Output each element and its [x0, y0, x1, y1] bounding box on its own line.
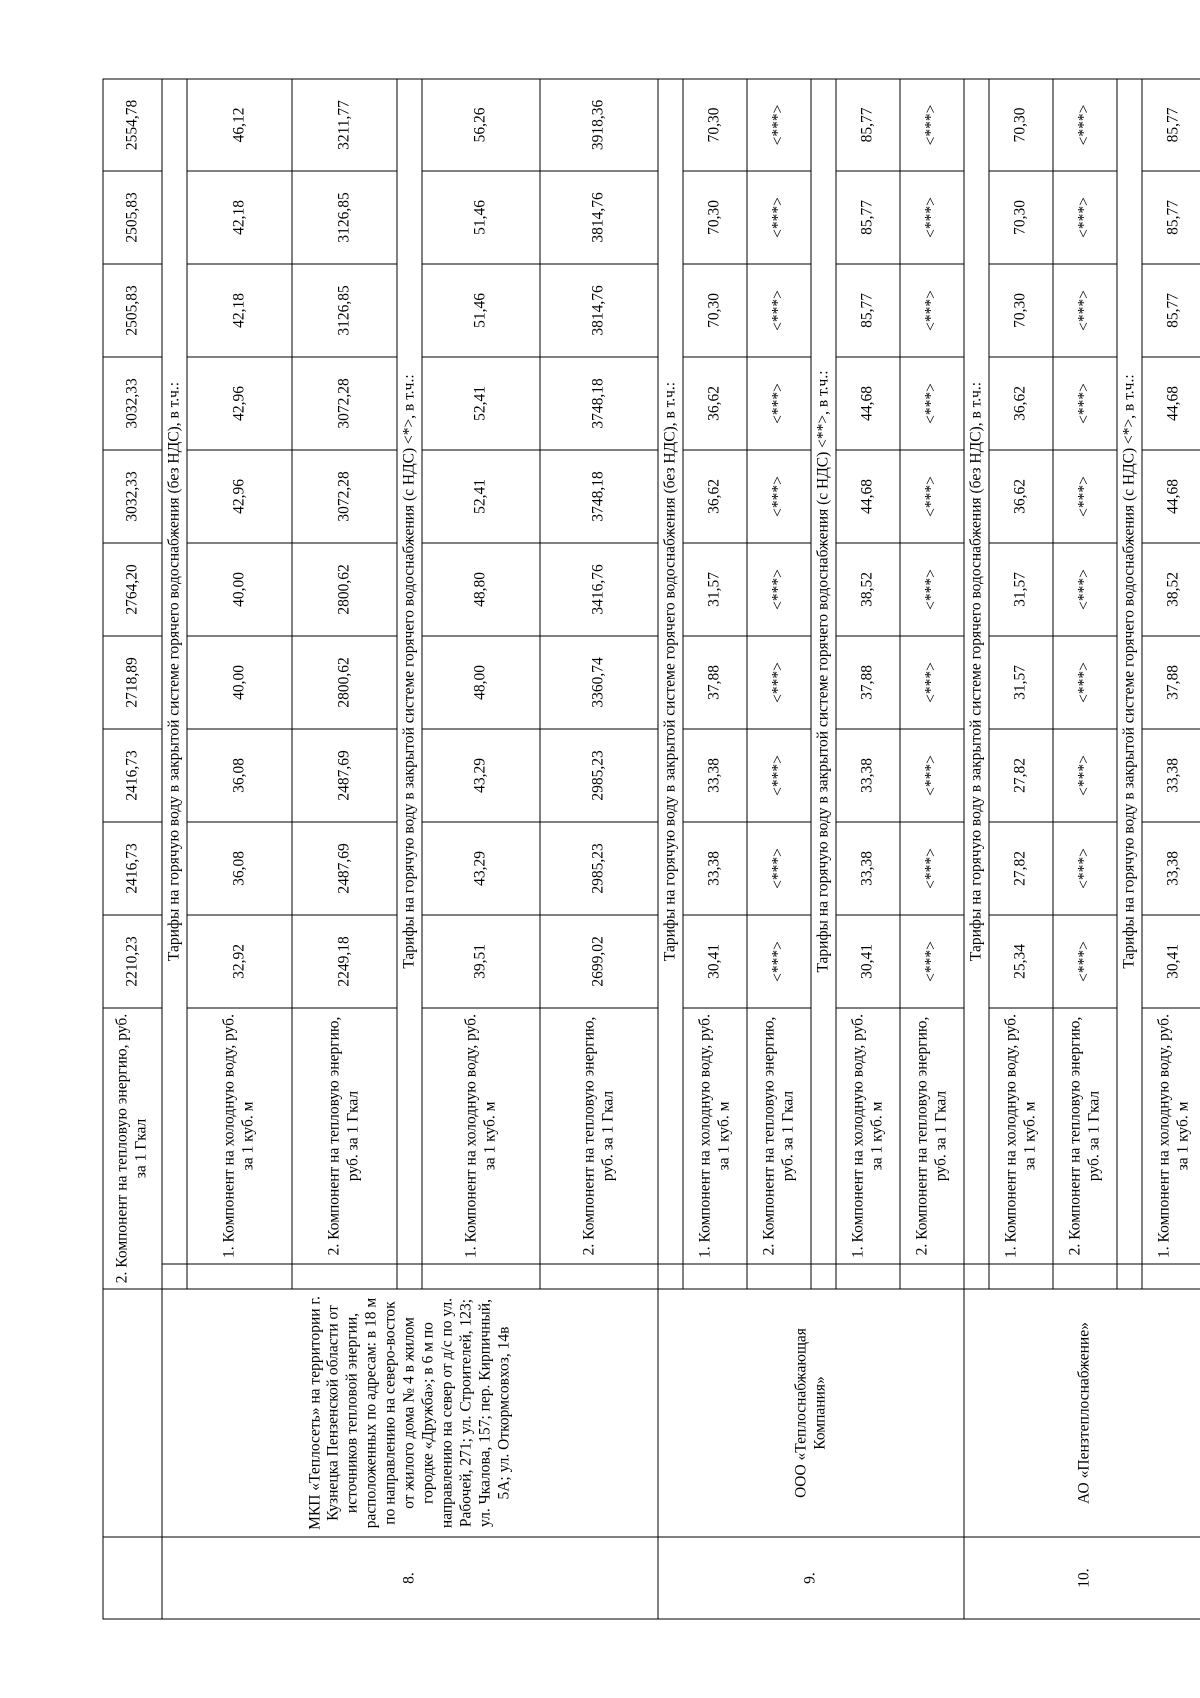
row-label: 2. Компонент на тепловую энергию, руб. за 1 Гкал	[900, 1007, 964, 1263]
value-cell: <***>	[747, 635, 811, 728]
spacer-cell	[989, 1264, 1053, 1289]
value-cell: 2416,73	[103, 821, 162, 914]
value-cell: <***>	[1053, 78, 1117, 170]
row-label: 1. Компонент на холодную воду, руб. за 1 куб. м	[989, 1007, 1053, 1263]
value-cell: 36,62	[989, 449, 1053, 542]
value-cell: 43,29	[422, 821, 540, 914]
value-cell: 27,82	[989, 821, 1053, 914]
value-cell: 70,30	[683, 263, 747, 356]
row-label: 2. Компонент на тепловую энергию, руб. за 1 Гкал	[747, 1007, 811, 1263]
section-heading: Тарифы на горячую воду в закрытой системе горячего водоснабжения (без НДС), в т.ч.:	[162, 78, 187, 1263]
number-cell	[103, 1537, 162, 1619]
value-cell: 33,38	[683, 821, 747, 914]
value-cell: <***>	[1053, 449, 1117, 542]
value-cell: 3126,85	[292, 263, 397, 356]
section-heading: Тарифы на горячую воду в закрытой системе горячего водоснабжения (с НДС) <*>, в т.ч.:	[397, 78, 422, 1263]
spacer-cell	[292, 1264, 397, 1289]
value-cell: 85,77	[1142, 170, 1200, 263]
spacer-cell	[540, 1264, 658, 1289]
value-cell: 30,41	[836, 914, 900, 1007]
value-cell: 3918,36	[540, 78, 658, 170]
value-cell: 2487,69	[292, 821, 397, 914]
value-cell: 3032,33	[103, 449, 162, 542]
spacer-cell	[683, 1264, 747, 1289]
value-cell: <***>	[1053, 356, 1117, 449]
value-cell: <***>	[747, 356, 811, 449]
spacer-cell	[811, 1264, 836, 1289]
value-cell: 44,68	[1142, 356, 1200, 449]
value-cell: <***>	[747, 542, 811, 635]
table-row	[103, 78, 162, 1618]
tariff-table	[103, 78, 1200, 1619]
value-cell: 31,57	[989, 542, 1053, 635]
value-cell: 52,41	[422, 449, 540, 542]
value-cell: 48,00	[422, 635, 540, 728]
value-cell: 2800,62	[292, 542, 397, 635]
spacer-cell	[964, 1264, 989, 1289]
value-cell: <***>	[900, 542, 964, 635]
value-cell: <***>	[1053, 170, 1117, 263]
value-cell: 70,30	[683, 78, 747, 170]
spacer-cell	[900, 1264, 964, 1289]
value-cell: 2249,18	[292, 914, 397, 1007]
value-cell: 3748,18	[540, 449, 658, 542]
value-cell: <***>	[900, 78, 964, 170]
value-cell: 33,38	[836, 821, 900, 914]
row-label: 2. Компонент на тепловую энергию, руб. за 1 Гкал	[103, 1007, 162, 1288]
value-cell: 85,77	[1142, 263, 1200, 356]
value-cell: 70,30	[989, 170, 1053, 263]
value-cell: <***>	[1053, 542, 1117, 635]
row-label: 1. Компонент на холодную воду, руб. за 1 куб. м	[422, 1007, 540, 1263]
value-cell: 85,77	[836, 263, 900, 356]
value-cell: <***>	[1053, 821, 1117, 914]
value-cell: 70,30	[683, 170, 747, 263]
value-cell: <***>	[900, 449, 964, 542]
value-cell: 44,68	[1142, 449, 1200, 542]
value-cell: 2800,62	[292, 635, 397, 728]
section-heading: Тарифы на горячую воду в закрытой системе горячего водоснабжения (с НДС) <**>, в т.ч.:	[811, 78, 836, 1263]
value-cell: 42,18	[187, 170, 292, 263]
value-cell: 3748,18	[540, 356, 658, 449]
value-cell: 42,96	[187, 449, 292, 542]
value-cell: <***>	[900, 170, 964, 263]
value-cell: 2764,20	[103, 542, 162, 635]
value-cell: 44,68	[836, 449, 900, 542]
value-cell: <***>	[747, 78, 811, 170]
value-cell: 27,82	[989, 728, 1053, 821]
value-cell: <***>	[1053, 728, 1117, 821]
value-cell: 3211,77	[292, 78, 397, 170]
row-label: 1. Компонент на холодную воду, руб. за 1 куб. м	[187, 1007, 292, 1263]
row-label: 2. Компонент на тепловую энергию, руб. за 1 Гкал	[1053, 1007, 1117, 1263]
value-cell: 70,30	[989, 263, 1053, 356]
spacer-cell	[836, 1264, 900, 1289]
spacer-cell	[162, 1264, 187, 1289]
value-cell: 36,08	[187, 728, 292, 821]
value-cell: 25,34	[989, 914, 1053, 1007]
value-cell: 70,30	[989, 78, 1053, 170]
value-cell: 43,29	[422, 728, 540, 821]
row-label: 1. Компонент на холодную воду, руб. за 1 куб. м	[1142, 1007, 1200, 1263]
value-cell: 2210,23	[103, 914, 162, 1007]
row-number: 8.	[162, 1537, 658, 1619]
value-cell: <***>	[900, 728, 964, 821]
value-cell: 33,38	[1142, 821, 1200, 914]
value-cell: 56,26	[422, 78, 540, 170]
section-heading: Тарифы на горячую воду в закрытой системе горячего водоснабжения (без НДС), в т.ч.:	[964, 78, 989, 1263]
value-cell: <***>	[747, 821, 811, 914]
value-cell: <***>	[747, 728, 811, 821]
value-cell: 36,08	[187, 821, 292, 914]
spacer-cell	[747, 1264, 811, 1289]
section-heading-row	[162, 78, 187, 1618]
value-cell: 2505,83	[103, 170, 162, 263]
value-cell: <***>	[747, 263, 811, 356]
value-cell: 2505,83	[103, 263, 162, 356]
value-cell: 85,77	[836, 170, 900, 263]
row-label: 2. Компонент на тепловую энергию, руб. за 1 Гкал	[540, 1007, 658, 1263]
value-cell: 3814,76	[540, 170, 658, 263]
value-cell: 36,62	[683, 449, 747, 542]
value-cell: 31,57	[989, 635, 1053, 728]
value-cell: 3126,85	[292, 170, 397, 263]
organization-name: ООО «Теплоснабжающая Компания»	[658, 1289, 964, 1537]
spacer-cell	[187, 1264, 292, 1289]
section-heading-row	[964, 78, 989, 1618]
value-cell: 30,41	[1142, 914, 1200, 1007]
value-cell: 40,00	[187, 635, 292, 728]
value-cell: 2985,23	[540, 821, 658, 914]
value-cell: 38,52	[836, 542, 900, 635]
spacer-cell	[1142, 1264, 1200, 1289]
section-heading-row	[658, 78, 683, 1618]
value-cell: 33,38	[836, 728, 900, 821]
value-cell: <***>	[900, 263, 964, 356]
value-cell: 85,77	[1142, 78, 1200, 170]
value-cell: <***>	[900, 821, 964, 914]
value-cell: 3360,74	[540, 635, 658, 728]
value-cell: 40,00	[187, 542, 292, 635]
value-cell: <***>	[900, 635, 964, 728]
value-cell: 39,51	[422, 914, 540, 1007]
value-cell: 37,88	[1142, 635, 1200, 728]
spacer-cell	[658, 1264, 683, 1289]
value-cell: 37,88	[683, 635, 747, 728]
value-cell: <***>	[900, 356, 964, 449]
value-cell: 30,41	[683, 914, 747, 1007]
value-cell: 3814,76	[540, 263, 658, 356]
row-number: 10.	[964, 1537, 1200, 1619]
value-cell: 3072,28	[292, 356, 397, 449]
value-cell: <***>	[747, 449, 811, 542]
spacer-cell	[1053, 1264, 1117, 1289]
value-cell: 2718,89	[103, 635, 162, 728]
value-cell: 42,18	[187, 263, 292, 356]
value-cell: 36,62	[989, 356, 1053, 449]
value-cell: 2487,69	[292, 728, 397, 821]
value-cell: 2416,73	[103, 728, 162, 821]
row-number: 9.	[658, 1537, 964, 1619]
rotated-tariff-page	[103, 79, 1191, 1619]
organization-name: АО «Пензтеплоснабжение»	[964, 1289, 1200, 1537]
value-cell: 42,96	[187, 356, 292, 449]
value-cell: 3416,76	[540, 542, 658, 635]
value-cell: 33,38	[1142, 728, 1200, 821]
value-cell: 36,62	[683, 356, 747, 449]
value-cell: 32,92	[187, 914, 292, 1007]
spacer-cell	[422, 1264, 540, 1289]
value-cell: 48,80	[422, 542, 540, 635]
value-cell: 37,88	[836, 635, 900, 728]
organization-name: МКП «Теплосеть» на территории г. Кузнецка Пензенской области от источников тепловой энергии, расположенных по адресам: в 18 м по направлению на северо-восток от жилого дома № 4 в жилом городке «Дружба»; в 6 м по направлению на север от д/с по ул. Рабочей, 271; ул. Строителей, 123; ул. Чкалова, 157; пер. Кирпичный, 5А; ул. Откормсовхоз, 14в	[162, 1289, 658, 1537]
section-heading: Тарифы на горячую воду в закрытой системе горячего водоснабжения (с НДС) <*>, в т.ч.:	[1117, 78, 1142, 1263]
value-cell: <***>	[747, 914, 811, 1007]
value-cell: 2554,78	[103, 78, 162, 170]
row-label: 1. Компонент на холодную воду, руб. за 1 куб. м	[836, 1007, 900, 1263]
value-cell: <***>	[1053, 263, 1117, 356]
value-cell: 46,12	[187, 78, 292, 170]
value-cell: <***>	[1053, 635, 1117, 728]
organization-cell	[103, 1289, 162, 1537]
value-cell: <***>	[900, 914, 964, 1007]
value-cell: 3032,33	[103, 356, 162, 449]
spacer-cell	[397, 1264, 422, 1289]
value-cell: 2699,02	[540, 914, 658, 1007]
section-heading: Тарифы на горячую воду в закрытой системе горячего водоснабжения (без НДС), в т.ч.:	[658, 78, 683, 1263]
value-cell: 33,38	[683, 728, 747, 821]
row-label: 2. Компонент на тепловую энергию, руб. за 1 Гкал	[292, 1007, 397, 1263]
value-cell: <***>	[1053, 914, 1117, 1007]
value-cell: 52,41	[422, 356, 540, 449]
value-cell: 51,46	[422, 263, 540, 356]
value-cell: 2985,23	[540, 728, 658, 821]
value-cell: 44,68	[836, 356, 900, 449]
spacer-cell	[1117, 1264, 1142, 1289]
value-cell: 31,57	[683, 542, 747, 635]
value-cell: <***>	[747, 170, 811, 263]
value-cell: 51,46	[422, 170, 540, 263]
value-cell: 38,52	[1142, 542, 1200, 635]
row-label: 1. Компонент на холодную воду, руб. за 1 куб. м	[683, 1007, 747, 1263]
value-cell: 3072,28	[292, 449, 397, 542]
value-cell: 85,77	[836, 78, 900, 170]
